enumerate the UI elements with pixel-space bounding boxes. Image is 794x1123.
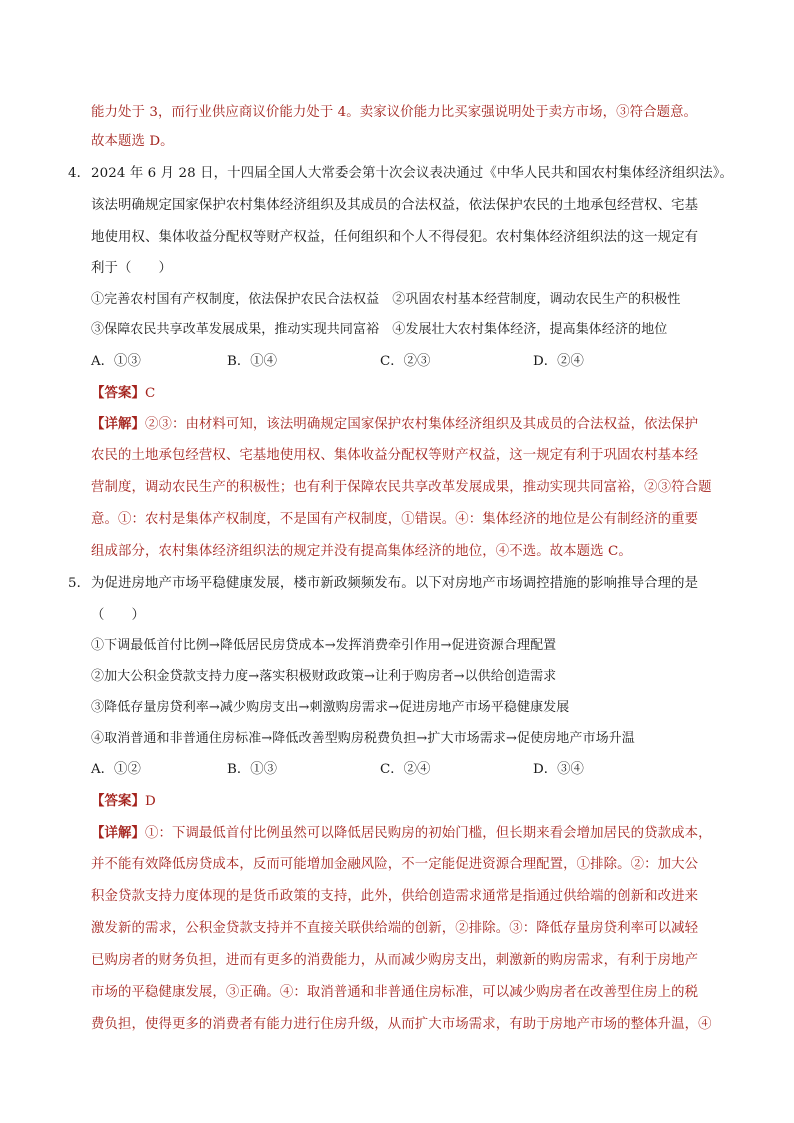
question-5-option-d: D．③④ xyxy=(533,762,584,777)
detail-text: ②③：由材料可知，该法明确规定国家保护农村集体经济组织及其成员的合法权益，依法保护 xyxy=(144,417,699,432)
detail-text: ①：下调最低首付比例虽然可以降低居民购房的初始门槛，但长期来看会增加居民的贷款成本， xyxy=(144,826,712,841)
question-4-detail-line-4: 意。①：农村是集体产权制度，不是国有产权制度，①错误。④：集体经济的地位是公有制经济的重要 xyxy=(91,512,699,527)
question-5-detail-line-6: 市场的平稳健康发展，③正确。④：取消普通和非普通住房标准，可以减少购房者在改善型住房上的税 xyxy=(91,985,699,1000)
question-5-stem-line-1: 为促进房地产市场平稳健康发展，楼市新政频频发布。以下对房地产市场调控措施的影响推导合理的是 xyxy=(91,576,699,591)
question-5-number: 5． xyxy=(68,576,91,591)
answer-value: D xyxy=(144,794,156,809)
question-4-detail-line-2: 农民的土地承包经营权、宅基地使用权、集体收益分配权等财产权益，这一规定有利于巩固农村基本经 xyxy=(91,448,699,463)
question-5-detail-line-2: 并不能有效降低房贷成本，反而可能增加金融风险，不一定能促进资源合理配置，①排除。②：加大公 xyxy=(91,857,699,872)
question-4-option-d: D．②④ xyxy=(533,354,584,369)
question-4-stem-line-2: 该法明确规定国家保护农村集体经济组织及其成员的合法权益，依法保护农民的土地承包经营权、宅基 xyxy=(91,198,699,213)
question-4-statement-1: ①完善农村国有产权制度，依法保护农民合法权益 ②巩固农村基本经营制度，调动农民生产的积极性 xyxy=(91,292,681,307)
question-4-stem-line-3: 地使用权、集体收益分配权等财产权益，任何组织和个人不得侵犯。农村集体经济组织法的这一规定有 xyxy=(91,230,699,245)
question-5-option-b: B．①③ xyxy=(227,762,278,777)
question-5-answer xyxy=(91,792,156,811)
question-4-stem-line-4: 利于（ ） xyxy=(91,261,172,276)
question-5-detail-line-3: 积金贷款支持力度体现的是货币政策的支持，此外，供给创造需求通常是指通过供给端的创新和改进来 xyxy=(91,889,699,904)
answer-label: 【答案】 xyxy=(91,793,145,809)
question-4-option-c: C．②③ xyxy=(380,354,431,369)
question-4-answer xyxy=(91,384,155,403)
question-5-statement-3: ③降低存量房贷利率→减少购房支出→刺激购房需求→促进房地产市场平稳健康发展 xyxy=(91,700,570,715)
question-4-detail-line-3: 营制度，调动农民生产的积极性；也有利于保障农民共享改革发展成果，推动实现共同富裕，②③符合题 xyxy=(91,480,712,495)
question-5-detail-line-5: 已购房者的财务负担，进而有更多的消费能力，从而减少购房支出，刺激新的购房需求，有利于房地产 xyxy=(91,953,699,968)
detail-label: 【详解】 xyxy=(91,416,145,432)
answer-value: C xyxy=(144,386,156,401)
question-5-statement-1: ①下调最低首付比例→降低居民房贷成本→发挥消费牵引作用→促进资源合理配置 xyxy=(91,638,557,653)
question-5-option-c: C．②④ xyxy=(380,762,431,777)
question-4-number: 4． xyxy=(68,166,91,181)
question-5-detail-line-7: 费负担，使得更多的消费者有能力进行住房升级，从而扩大市场需求，有助于房地产市场的整体升温，④ xyxy=(91,1017,712,1032)
question-5-detail-line-1 xyxy=(91,824,712,843)
question-5-statement-2: ②加大公积金贷款支持力度→落实积极财政政策→让利于购房者→以供给创造需求 xyxy=(91,669,557,684)
prev-explanation-line-2: 故本题选 D。 xyxy=(91,134,174,149)
question-5-statement-4: ④取消普通和非普通住房标准→降低改善型购房税费负担→扩大市场需求→促使房地产市场升温 xyxy=(91,731,635,746)
question-5-stem-line-2: （ ） xyxy=(91,608,145,623)
question-5-detail-line-4: 激发新的需求，公积金贷款支持并不直接关联供给端的创新，②排除。③：降低存量房贷利率可以减轻 xyxy=(91,921,699,936)
question-4-option-b: B．①④ xyxy=(227,354,278,369)
question-4-detail-line-1 xyxy=(91,415,698,434)
question-4-statement-2: ③保障农民共享改革发展成果，推动实现共同富裕 ④发展壮大农村集体经济，提高集体经济的地位 xyxy=(91,322,668,337)
question-4-detail-line-5: 组成部分，农村集体经济组织法的规定并没有提高集体经济的地位，④不选。故本题选 C。 xyxy=(91,544,632,559)
answer-label: 【答案】 xyxy=(91,385,145,401)
question-5-option-a: A．①② xyxy=(91,762,141,777)
question-4-option-a: A．①③ xyxy=(91,354,141,369)
detail-label: 【详解】 xyxy=(91,825,145,841)
prev-explanation-line-1: 能力处于 3，而行业供应商议价能力处于 4。卖家议价能力比买家强说明处于卖方市场，③符合题意。 xyxy=(91,105,698,120)
question-4-stem-line-1: 2024 年 6 月 28 日，十四届全国人大常委会第十次会议表决通过《中华人民共和国农村集体经济组织法》。 xyxy=(91,166,734,181)
